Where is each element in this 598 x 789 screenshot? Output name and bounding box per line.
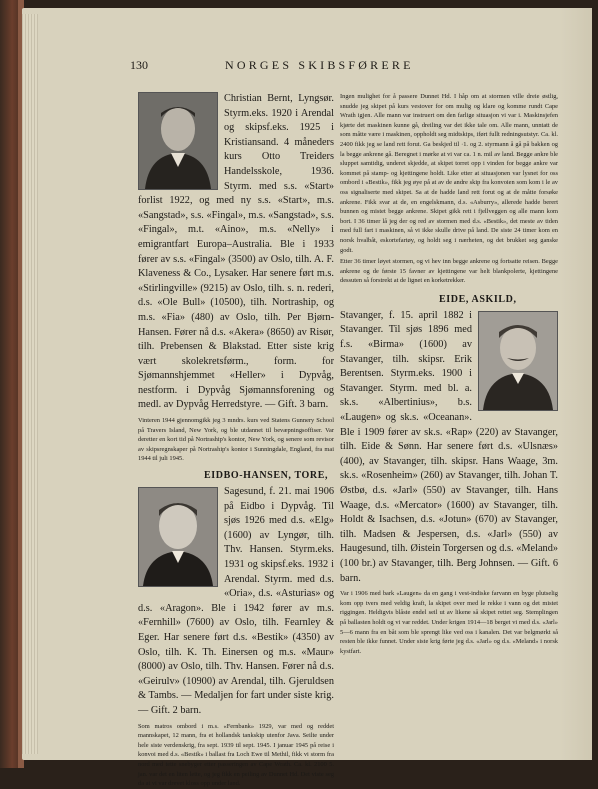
heading-eide-askild: EIDE, ASKILD, — [439, 293, 517, 305]
right-column — [340, 92, 558, 656]
bio-eide-askild: Stavanger, f. 15. april 1882 i Stavanger. Til sjøs 1896 med f.s. «Birma» (1600) av Stavanger, tilh. skipsr. Erik Berentsen. Styrm.eks. 1900 i Stavanger. Styrm. med bl. a. sk.s. «Albertinius», b.s. «Laugen» og sk.s. «Oceanan». Ble i 1909 fører av sk.s. «Rap» (220) av Stavanger, tilh. Eide & Sønn. Har senere ført d.s. «Ulsnæs» (400), av Stavanger, tilh. skipsr. Hans Waage, 3m. sk.s. «Rosenheim» (260) av Stavanger, tilh. Johan T. Østbø, d.s. «Jarl» (550) av Stavanger, tilh. Hans Waage, d.s. «Mercator» (1600) av Stavanger, tilh. Holdt & Isachsen, d.s. «Jotun» (670) av Stavanger, tilh. Madsen & Jespersen, d.s. «Jarl» (550) av Haugesund, tilh. Øistein Torgersen og d.s. «Meland» (100 br.) av Stavanger, tilh. Berg Johnsen. — Gift. 6 barn. — [340, 309, 558, 584]
portrait-photo-icon — [479, 312, 557, 410]
running-header — [130, 58, 560, 80]
anecdote-eidbo-hansen-ending: Etter 36 timer løyet stormen, og vi hev inn begge ankrene og fortsatte reisen. Begge ankrene og de første 15 favner av kjettingene var helt blankpolerte, kjettingene dessuten så forstrekt at de lignet en korketrekker. — [340, 258, 558, 285]
portrait-photo-icon — [139, 93, 217, 189]
anecdote-eidbo-hansen-continued: Ingen mulighet for å passere Dunnet Hd. I håp om at stormen ville dreie østlig, snudde jeg skipet på kurs vestover for om mulig og klare og komme rundt Cape Wrath igjen. Alle mann var instruert om den farlige situasjon vi var i. Maskinsjefen kjørte det maskinen kunne gå, dreiling var det ikke tale om. Alle mann, unntatt de som måtte være i maskinen, oppholdt seg midtskips, iført fullt redningsutstyr. Ca. kl. 2400 fikk jeg se land rett forut. Ga beskjed til ·1. og 2. styrmann å gå på bakken og la begge ankrene gå. Beregnet i mørke at vi var ca. 1 n. mil av land. Begge ankre ble sluppet samtidig, underet skjedde, at skipet torret opp i vinden for begge ankre var kommet på stamp- og kjettingene holdt. Like etter at situasjonen var lysnet for oss ombord i «Bestik», fikk jeg øye på at av de andre skip fra konvoien som kom i le av oss signaliserte med skipet. Sa at de hadde land rett forut og at de måtte forsøke ankrene. Fikk svar at de, en engelskmann, d.s. «Asburry», allerede hadde berert bunnen og mistet begge ankrene. Skipet gikk rett i fjellveggen og alle mann kom bort. I 36 timer lå jeg der og red av stormen med d.s. «Bestik», det meste av tiden med full fart i maskinen, så vi ikke skulle drive på land. De siste 24 timer kom en norsk hvalbåt, eskortefartøy, og holdt seg i nærheten, og det brukket seg ganske godt. — [340, 93, 558, 254]
photo-christian-bernt — [138, 92, 218, 190]
bio-christian-bernt: Christian Bernt, Lyngsør. Styrm.eks. 1920 i Arendal og skipsf.eks. 1925 i Kristiansand. 4 måneders kurs Otto Treiders Handelsskole, 1936. Styrm. med s.s. «Start» forlist 1922, og med ny s.s. «Start», m.s. «Sangstad», s.s. «Fingal», m.s. «Sangstad», s.s. «Fingal», m.t. «Aino», m.s. «Nelly» i emigrantfart Europa–Australia. Ble i 1933 fører av s.s. «Fingal» (3500) av Oslo, tilh. A. F. Klaveness & Co., Lysaker. Har senere ført m.s. «Stirlingville» (9215) av Oslo, tilh. s. n. rederi, d.s. «Ole Bull» (10500), tilh. Nortraship, og m.s. «Fia» (480) av Oslo, tilh. Per Bjørn-Hansen. Fører nå d.s. «Akera» (8650) av Risør, tilh. Prebensen & Blakstad. Etter siste krig vært skolekretsførm., form. for Sjømannshjemmet «Heller» i Dypvåg, nestform. i Dypvåg Sjømannsforening og medl. av Dypvåg Herredstyre. — Gift. 3 barn. — [138, 93, 334, 411]
anecdote-christian-bernt: Vinteren 1944 gjennomgikk jeg 3 mndrs. kurs ved Statens Gunnery School på Travers Island, New York, og ble utdannet til bevæpningsoffiser. Var deretter en kort tid på Nortraship's kontor, New York, og senere som revisor av skipsregnskaper på Nortraship's kontor i Sunningdale, England, fra mai 1944 til juli 1945. — [138, 417, 334, 463]
portrait-photo-icon — [139, 488, 217, 586]
heading-eidbo-hansen: EIDBO-HANSEN, TORE, — [204, 470, 329, 482]
page-right-margin — [560, 8, 592, 760]
page-number: 130 — [130, 58, 148, 72]
left-column — [138, 92, 334, 789]
anecdote-eide-askild: Var i 1906 med bark «Laugen» da en gang i vest-indiske farvann en byge plutselig kom opp tvers med veldig kraft, la skipet over med le rekke i vann og det mistet riggingen. Heldigvis blåste endel seil ut av likene så skipet rettet seg. Stemplingen på ballasten holdt og vi var reddet. Under krigen 1914—18 berget vi med d.s. «Jarl» 5—6 mann fra en båt som ble sprengt like ved oss i kanalen. Det var belgmørkt så resten ble ikke funnet. Under siste krig førte jeg d.s. «Jarl» og d.s. «Meland» i norsk kystfart. — [340, 590, 558, 655]
photo-eidbo-hansen — [138, 487, 218, 587]
anecdote-eidbo-hansen: Som matros ombord i m.s. «Fernbank» 1929, var med og reddet mannskapet, 12 mann, fra et hollandsk tankskip utenfor Java. Seilte under hele siste verdenskrig, fra sept. 1939 til sept. 1945. I januar 1945 på reise i konvoi med d.s. «Bestik» i ballast fra Loch Ewe til Methil, fikk vi storm fra nord med tette snebyger etter passeringen av Cape Wrath. Ca. kl. 2100 5. jan. var det en liten lette, og jeg fikk en peiling av Dunnet Hd. Det viste seg da at vi var drevet kloss opp under land. — [138, 722, 334, 788]
page-stack-edges — [22, 14, 38, 754]
bio-eidbo-hansen: Sagesund, f. 21. mai 1906 på Eidbo i Dypvåg. Til sjøs 1926 med d.s. «Elg» (1600) av Lyngør, tilh. Thv. Hansen. Styrm.eks. 1931 og skipsf.eks. 1932 i Arendal. Styrm. med d.s. «Oria», d.s. «Asturias» og d.s. «Aragon». Ble i 1942 fører av m.s. «Fernhill» (7600) av Oslo, tilh. Fearnley & Eger. Har senere ført d.s. «Bestik» (4350) av Oslo, tilh. K. Th. Einersen og m.s. «Maur» (8000) av Oslo, tilh. Thv. Hansen. Fører nå d.s. «Geirulv» (10900) av Arendal, tilh. Gjeruldsen & Tambs. — Medaljen for fart under siste krig. — Gift. 2 barn. — [138, 486, 334, 716]
running-title: NORGES SKIBSFØRERE — [225, 58, 414, 72]
photo-eide-askild — [478, 311, 558, 411]
